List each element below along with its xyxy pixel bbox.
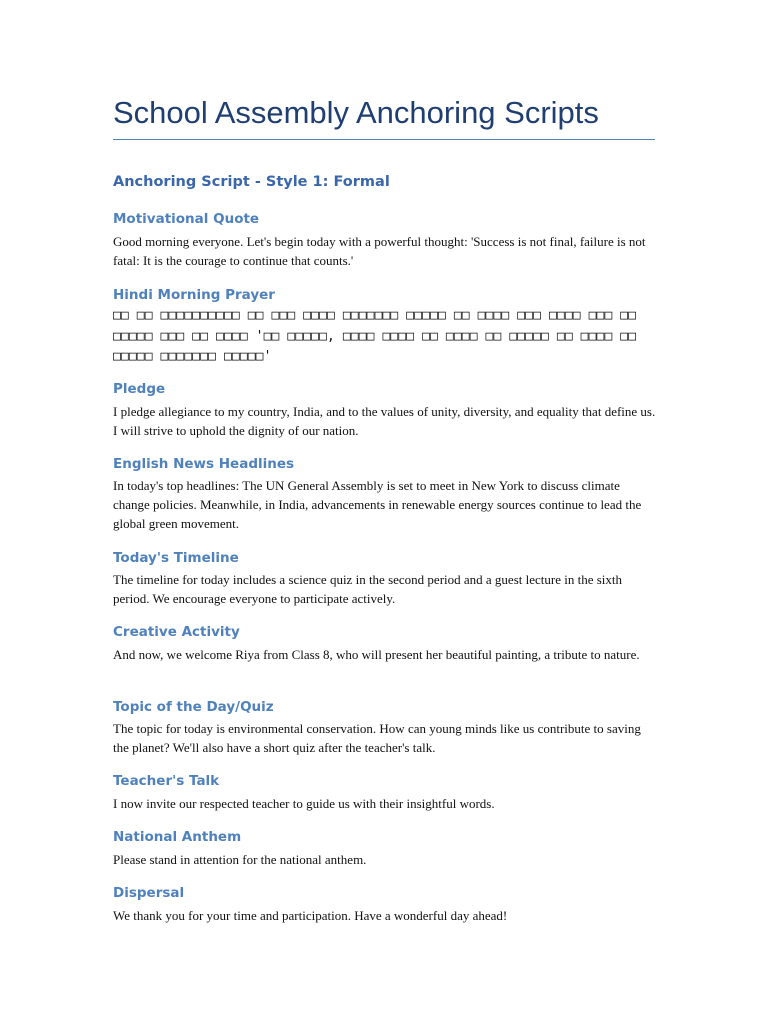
section-text-topic-quiz: The topic for today is environmental conservation. How can young minds like us contribute to saving the planet? We'll also have a short quiz after the teacher's talk.: [113, 721, 641, 756]
section-text-dispersal: We thank you for your time and participation. Have a wonderful day ahead!: [113, 908, 508, 923]
section-heading-national-anthem: National Anthem: [113, 829, 242, 845]
section-heading-motivational-quote: Motivational Quote: [113, 211, 260, 227]
section-text-motivational-quote: Good morning everyone. Let's begin today with a powerful thought: 'Success is not final, failure is not fatal: It is the courage to continue that counts.': [113, 234, 646, 269]
section-heading-creative-activity: Creative Activity: [113, 624, 240, 640]
section-heading-news: English News Headlines: [113, 456, 295, 472]
section-text-timeline: The timeline for today includes a science quiz in the second period and a guest lecture in the sixth period. We encourage everyone to participate actively.: [113, 572, 622, 607]
section-heading-dispersal: Dispersal: [113, 885, 185, 901]
section-text-hindi-prayer: □□ □□ □□□□□□□□□□ □□ □□□ □□□□ □□□□□□□ □□□□□ □□ □□□□ □□□ □□□□ □□□ □□ □□□□□ □□□ □□ □□□□ '□□ □□□□□, □□□□ □□□□ □□ □□□□ □□ □□□□□ □□ □□□□ □□ □□□□□ □□□□□□□ □□□□□': [113, 308, 637, 364]
section-text-creative-activity: And now, we welcome Riya from Class 8, who will present her beautiful painting, a tribute to nature.: [113, 647, 640, 662]
section-heading-teachers-talk: Teacher's Talk: [113, 773, 220, 789]
title-underline: [113, 139, 655, 140]
section-heading-timeline: Today's Timeline: [113, 550, 239, 566]
section-heading-hindi-prayer: Hindi Morning Prayer: [113, 287, 275, 303]
section-heading-pledge: Pledge: [113, 381, 166, 397]
section-text-news: In today's top headlines: The UN General Assembly is set to meet in New York to discuss climate change policies. Meanwhile, in India, advancements in renewable energy sources continue to lead the global green movement.: [113, 478, 642, 532]
section-heading-topic-quiz: Topic of the Day/Quiz: [113, 699, 274, 715]
section-text-pledge: I pledge allegiance to my country, India, and to the values of unity, diversity, and equality that define us. I will strive to uphold the dignity of our nation.: [113, 404, 656, 439]
script-heading: Anchoring Script - Style 1: Formal: [113, 174, 390, 190]
document-title: School Assembly Anchoring Scripts: [113, 95, 599, 130]
section-text-teachers-talk: I now invite our respected teacher to guide us with their insightful words.: [113, 796, 495, 811]
section-text-national-anthem: Please stand in attention for the national anthem.: [113, 852, 367, 867]
